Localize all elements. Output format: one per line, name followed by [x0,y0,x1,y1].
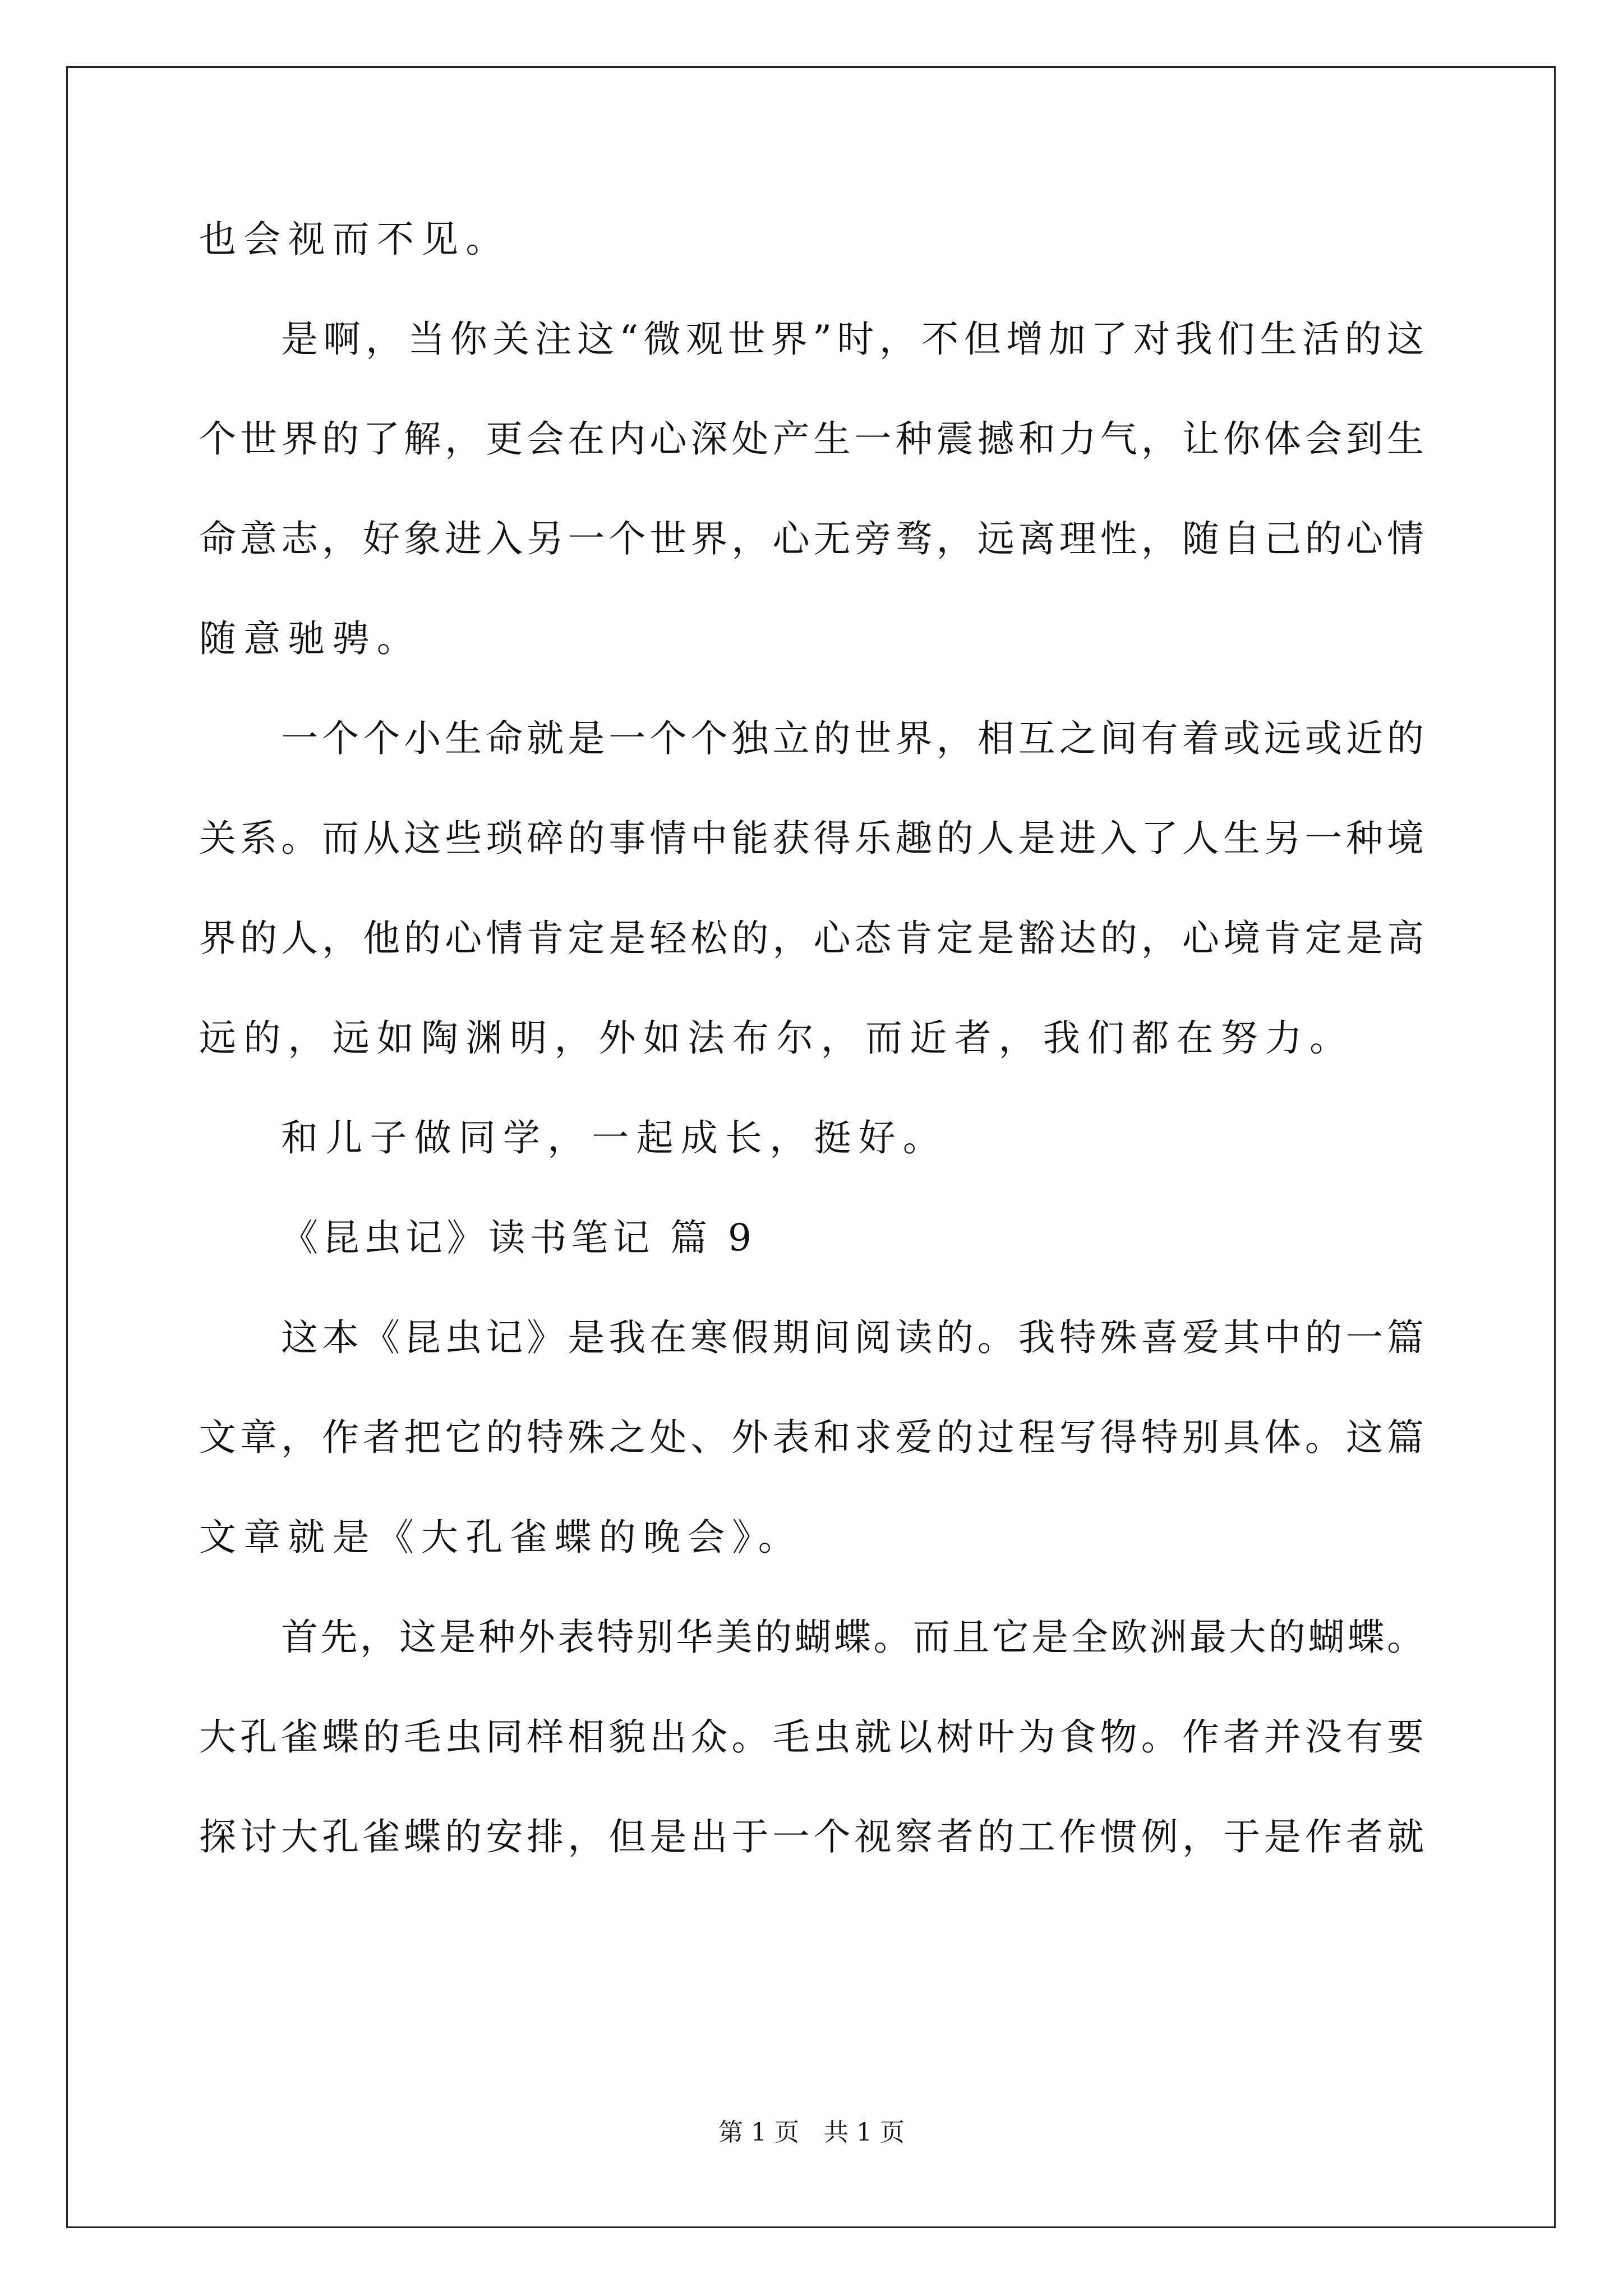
page-footer [0,2116,1623,2150]
text-line: 大孔雀蝶的毛虫同样相貌出众。毛虫就以树叶为食物。作者并没有要 [199,1715,1424,1759]
text-line: 文章，作者把它的特殊之处、外表和求爱的过程写得特别具体。这篇 [199,1416,1424,1459]
text-line: 文章就是《大孔雀蝶的晚会》。 [199,1516,803,1559]
text-line: 远的，远如陶渊明，外如法布尔，而近者，我们都在努力。 [199,1016,1354,1060]
page-number: 第 1 页 [718,2118,799,2147]
document-body [199,190,1424,1887]
text-line: 命意志，好象进入另一个世界，心无旁骛，远离理性，随自己的心情 [199,517,1424,560]
text-line: 界的人，他的心情肯定是轻松的，心态肯定是豁达的，心境肯定是高 [199,917,1424,960]
text-line: 也会视而不见。 [199,218,510,261]
text-line: 关系。而从这些琐碎的事情中能获得乐趣的人是进入了人生另一种境 [199,817,1424,860]
text-line: 这本《昆虫记》是我在寒假期间阅读的。我特殊喜爱其中的一篇 [281,1316,1424,1359]
section-heading: 《昆虫记》读书笔记 篇 9 [281,1216,756,1259]
text-line: 随意驰骋。 [199,617,421,660]
text-line: 个世界的了解，更会在内心深处产生一种震撼和力气，让你体会到生 [199,417,1424,461]
text-line: 和儿子做同学，一起成长，挺好。 [281,1116,947,1159]
text-line: 首先，这是种外表特别华美的蝴蝶。而且它是全欧洲最大的蝴蝶。 [281,1616,1424,1659]
page-total: 共 1 页 [824,2118,905,2147]
text-line: 探讨大孔雀蝶的安排，但是出于一个视察者的工作惯例，于是作者就 [199,1815,1424,1858]
text-line: 一个个小生命就是一个个独立的世界，相互之间有着或远或近的 [281,717,1424,760]
text-line: 是啊，当你关注这“微观世界”时，不但增加了对我们生活的这 [281,318,1424,361]
